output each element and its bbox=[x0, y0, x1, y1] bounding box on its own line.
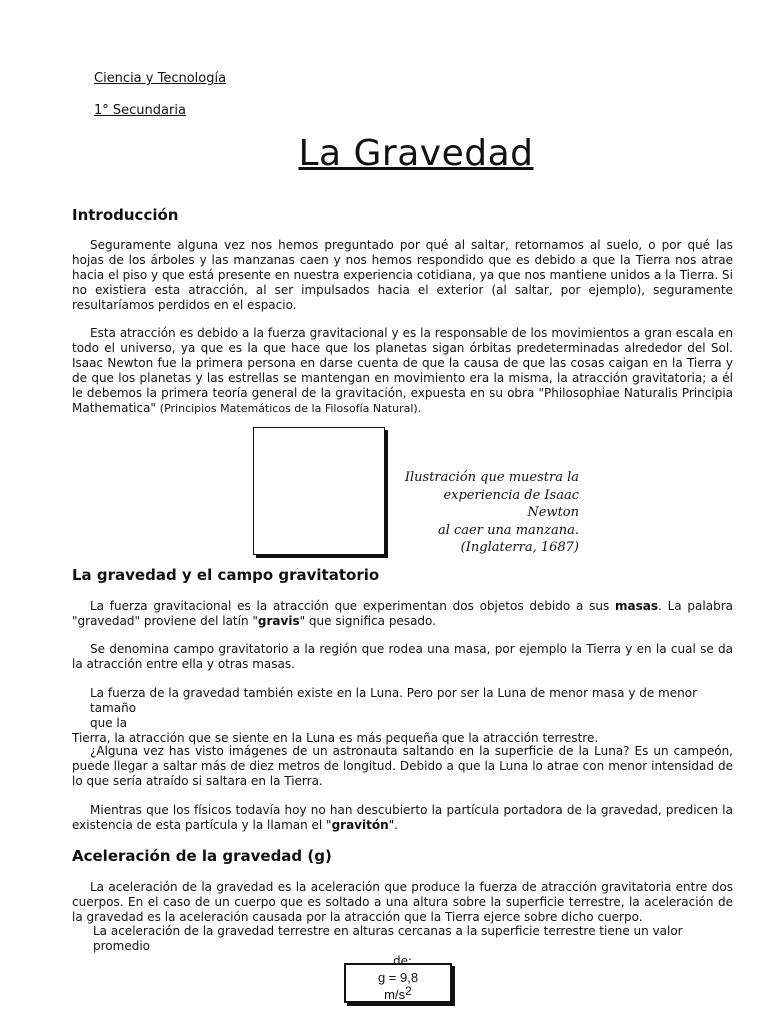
intro-heading: Introducción bbox=[72, 206, 179, 224]
intro-paragraph-2-text: Esta atracción es debido a la fuerza gravitacional y es la responsable de los movimientos a gran escala en todo el universo, ya que es la que hace que los planetas sigan órbitas predeterminadas alrededor del Sol. Isaac Newton fue la primera persona en darse cuenta de que la causa de que las cosas caigan en la Tierra y de que los planetas y las estrellas se mantengan en movimiento era la misma, la atracción gravitatoria; a él le debemos la primera teoría general de la gravitación, expuesta en su obra "Philosophiae Naturalis Principia Mathematica" bbox=[72, 326, 733, 415]
unit-exponent: 2 bbox=[405, 984, 412, 998]
text-run: Mientras que los físicos todavía hoy no han descubierto la partícula portadora de la gravedad, predicen la existencia de esta partícula y la llaman el " bbox=[72, 803, 733, 832]
bold-term-masas: masas bbox=[615, 599, 659, 613]
caption-line: al caer una manzana. bbox=[437, 522, 579, 538]
formula-unit bbox=[346, 986, 450, 1003]
paragraph-line: de: bbox=[392, 954, 413, 968]
grade-header: 1° Secundaria bbox=[94, 103, 186, 118]
paragraph-line: La fuerza de la gravedad también existe en la Luna. Pero por ser la Luna de menor masa y de menor tamaño bbox=[90, 686, 698, 715]
caption-line: experiencia de Isaac Newton bbox=[443, 487, 579, 520]
page-title: La Gravedad bbox=[298, 133, 534, 174]
acceleration-paragraph-1: La aceleración de la gravedad es la aceleración que produce la fuerza de atracción gravitatoria entre dos cuerpos. En el caso de un cuerpo que es soltado a una altura sobre la superficie terrestre, la aceleración de la gravedad es la aceleración causada por la atracción que la Tierra ejerce sobre dicho cuerpo. bbox=[72, 880, 733, 924]
unit-text: m/s bbox=[384, 987, 406, 1002]
intro-paragraph-2 bbox=[72, 326, 733, 416]
paragraph-line: Tierra, la atracción que se siente en la Luna es más pequeña que la atracción terrestre. bbox=[72, 731, 599, 745]
paragraph-line: que la bbox=[90, 716, 128, 730]
intro-paragraph-1: Seguramente alguna vez nos hemos preguntado por qué al saltar, retornamos al suelo, o por qué las hojas de los árboles y las manzanas caen y nos hemos respondido que es debido a que la Tierra nos atrae hacia el piso y que está presente en nuestra experiencia cotidiana, ya que nos mantiene unidos a la Tierra. Si no existiera esta atracción, al ser impulsados hacia el exterior (al saltar, por ejemplo), seguramente resultaríamos perdidos en el espacio. bbox=[72, 238, 733, 312]
acceleration-heading: Aceleración de la gravedad (g) bbox=[72, 847, 332, 865]
bold-term-gravis: gravis bbox=[257, 614, 300, 628]
gravity-paragraph-3 bbox=[72, 686, 733, 746]
gravity-formula-box bbox=[344, 963, 452, 1003]
figure-caption bbox=[388, 469, 579, 557]
gravity-paragraph-5 bbox=[72, 803, 733, 833]
gravity-paragraph-4: ¿Alguna vez has visto imágenes de un astronauta saltando en la superficie de la Luna? Es un campeón, puede llegar a saltar más de diez metros de longitud. Debido a que la Luna lo atrae con menor intensidad de lo que sería atraído si saltara en la Tierra. bbox=[72, 744, 733, 788]
formula-value: g = 9,8 bbox=[377, 970, 419, 985]
text-run: " que significa pesado. bbox=[299, 614, 436, 628]
caption-line: Ilustración que muestra la bbox=[404, 470, 579, 485]
gravity-paragraph-2: Se denomina campo gravitatorio a la región que rodea una masa, por ejemplo la Tierra y en la cual se da la atracción entre ella y otras masas. bbox=[72, 642, 733, 671]
text-run: La fuerza gravitacional es la atracción que experimentan dos objetos debido a sus bbox=[90, 599, 616, 613]
intro-paragraph-2-translation: (Principios Matemáticos de la Filosofía Natural). bbox=[159, 402, 422, 415]
newton-illustration-placeholder bbox=[253, 427, 385, 555]
paragraph-line: La aceleración de la gravedad terrestre en alturas cercanas a la superficie terrestre tiene un valor promedio bbox=[93, 924, 683, 953]
text-run: ". bbox=[388, 818, 398, 832]
gravity-field-heading: La gravedad y el campo gravitatorio bbox=[72, 566, 380, 584]
caption-line: (Inglaterra, 1687) bbox=[460, 540, 579, 555]
bold-term-graviton: gravitón bbox=[331, 818, 389, 832]
text-run: . La palabra "gravedad" proviene del latín " bbox=[72, 599, 733, 628]
gravity-paragraph-1 bbox=[72, 599, 733, 629]
subject-header: Ciencia y Tecnología bbox=[94, 71, 227, 86]
